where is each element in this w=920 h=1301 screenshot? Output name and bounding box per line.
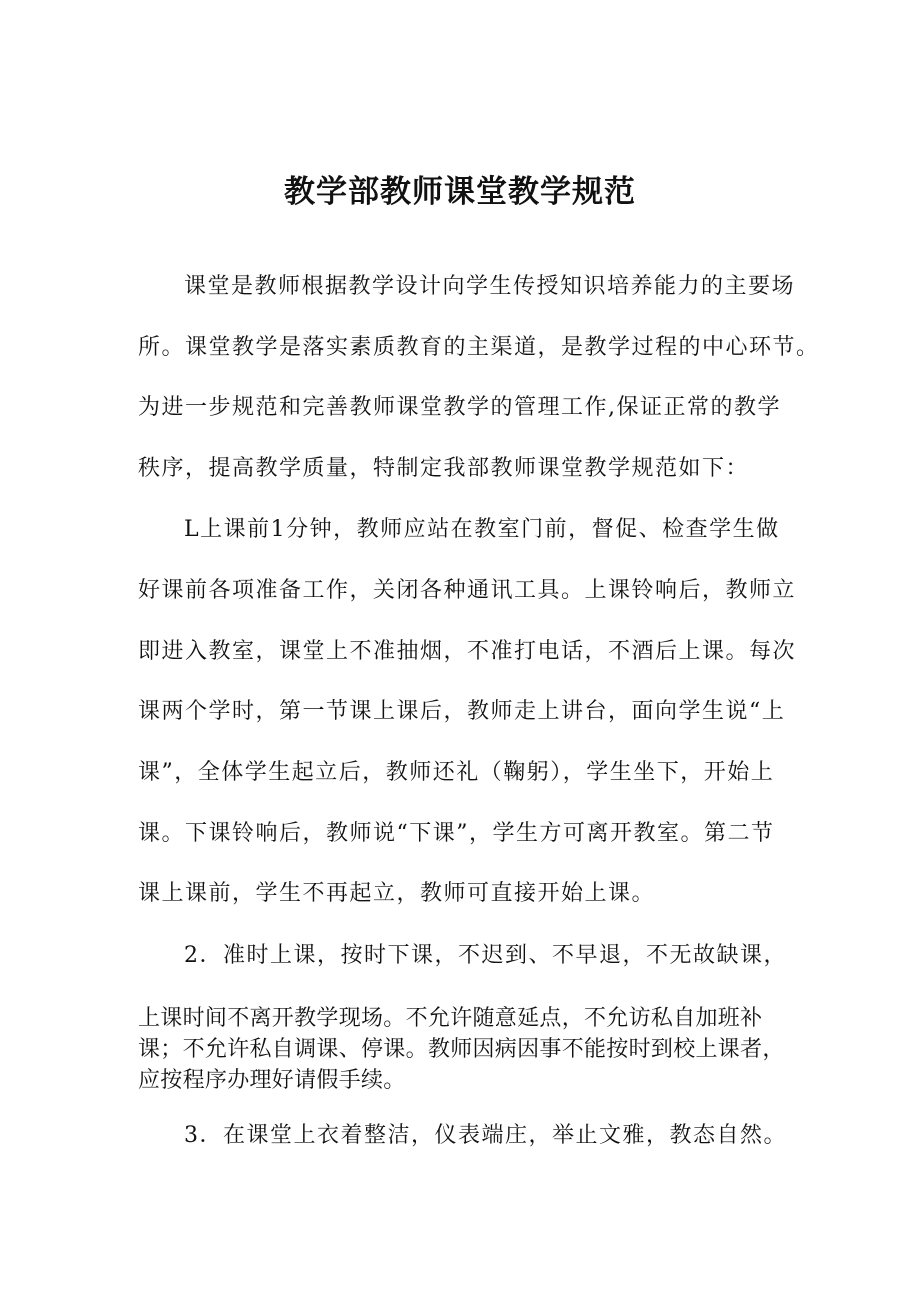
paragraph-line: 课；不允许私自调课、停课。教师因病因事不能按时到校上课者， bbox=[138, 1037, 785, 1062]
paragraph-line: 课两个学时，第一节课上课后，教师走上讲台，面向学生说“上 bbox=[138, 699, 786, 724]
paragraph-line: 课”，全体学生起立后，教师还礼（鞠躬），学生坐下，开始上 bbox=[138, 760, 775, 785]
paragraph-line: L上课前1分钟，教师应站在教室门前，督促、检查学生做 bbox=[184, 517, 780, 542]
paragraph-line: 课。下课铃响后，教师说“下课”，学生方可离开教室。第二节 bbox=[138, 821, 775, 846]
paragraph-line: 3．在课堂上衣着整洁，仪表端庄，举止文雅，教态自然。 bbox=[184, 1123, 787, 1148]
paragraph-line: 好课前各项准备工作，关闭各种通讯工具。上课铃响后，教师立 bbox=[138, 578, 797, 603]
paragraph-line: 课堂是教师根据教学设计向学生传授知识培养能力的主要场 bbox=[184, 274, 796, 299]
paragraph-line: 课上课前，学生不再起立，教师可直接开始上课。 bbox=[138, 881, 656, 906]
document-title: 教学部教师课堂教学规范 bbox=[284, 174, 636, 210]
paragraph-line: 2．准时上课，按时下课，不迟到、不早退，不无故缺课， bbox=[184, 943, 787, 968]
paragraph-line: 为进一步规范和完善教师课堂教学的管理工作,保证正常的教学 bbox=[138, 395, 781, 420]
paragraph-line: 所。课堂教学是落实素质教育的主渠道，是教学过程的中心环节。 bbox=[138, 335, 820, 360]
paragraph-line: 上课时间不离开教学现场。不允许随意延点，不允访私自加班补 bbox=[138, 1006, 763, 1031]
paragraph-line: 即进入教室，课堂上不准抽烟，不准打电话，不酒后上课。每次 bbox=[138, 639, 797, 664]
paragraph-line: 秩序，提高教学质量，特制定我部教师课堂教学规范如下： bbox=[138, 456, 750, 481]
paragraph-line: 应按程序办理好请假手续。 bbox=[138, 1068, 406, 1093]
